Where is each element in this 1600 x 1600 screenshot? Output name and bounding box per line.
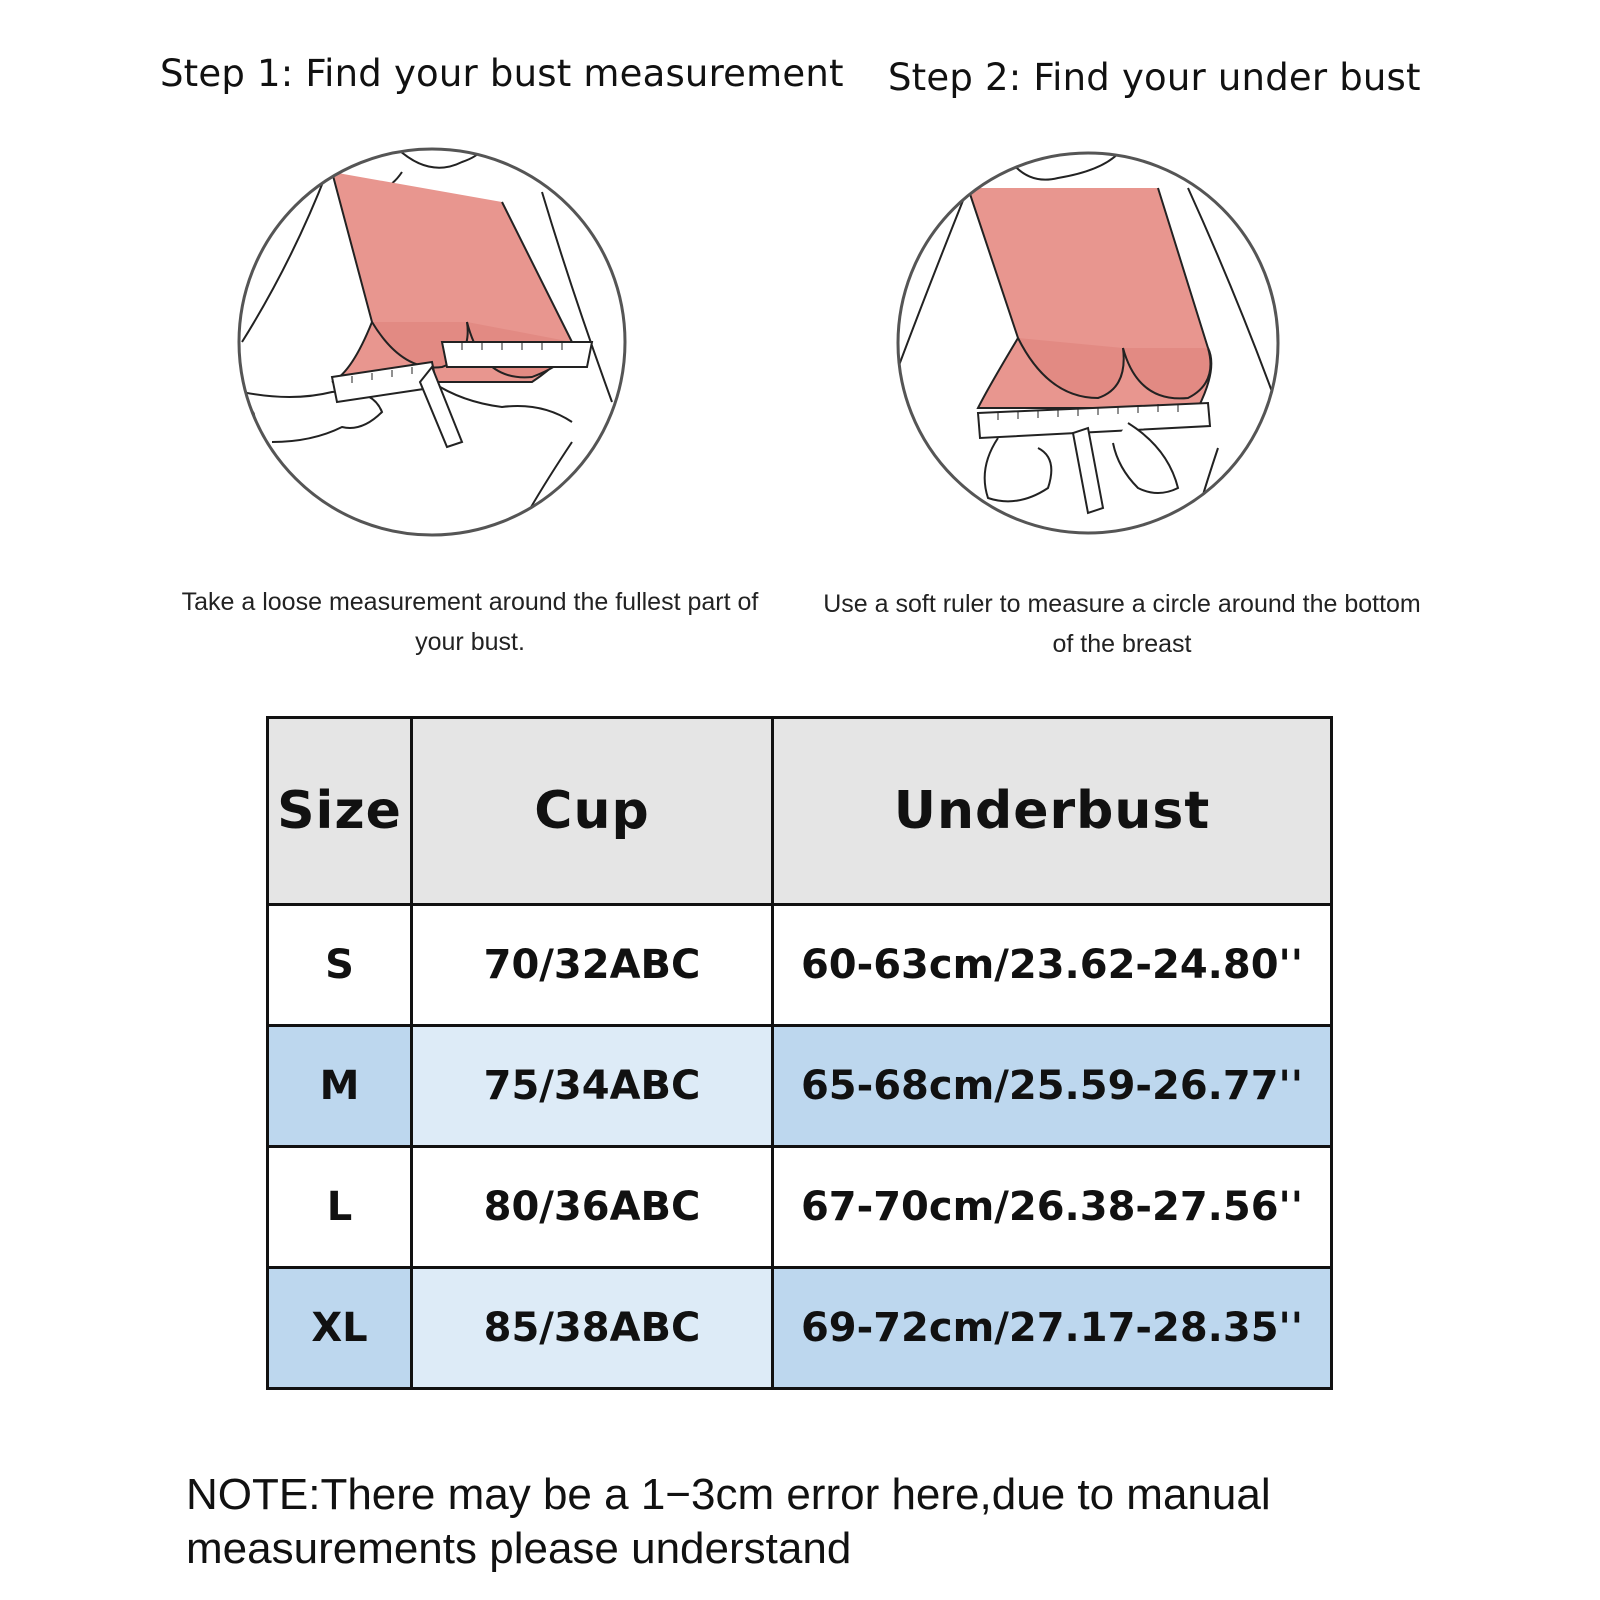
measurement-note: NOTE:There may be a 1−3cm error here,due to manual measurements please understand xyxy=(186,1470,1271,1573)
size-chart-table xyxy=(266,716,1333,1390)
cell-size: L xyxy=(268,1147,412,1268)
cell-cup: 80/36ABC xyxy=(412,1147,773,1268)
step1-title: Step 1: Find your bust measurement xyxy=(160,52,844,95)
cell-underbust: 65-68cm/25.59-26.77'' xyxy=(773,1026,1332,1147)
cell-cup: 85/38ABC xyxy=(412,1268,773,1389)
cell-size: XL xyxy=(268,1268,412,1389)
header-size: Size xyxy=(268,718,412,905)
cell-underbust: 60-63cm/23.62-24.80'' xyxy=(773,905,1332,1026)
cell-cup: 70/32ABC xyxy=(412,905,773,1026)
table-row xyxy=(268,905,1332,1026)
step2-caption: Use a soft ruler to measure a circle around the bottom of the breast xyxy=(823,590,1421,658)
cell-size: M xyxy=(268,1026,412,1147)
underbust-measurement-illustration xyxy=(888,148,1288,548)
bust-measurement-illustration xyxy=(232,142,632,542)
table-row xyxy=(268,1268,1332,1389)
cell-underbust: 69-72cm/27.17-28.35'' xyxy=(773,1268,1332,1389)
table-row xyxy=(268,1026,1332,1147)
step1-caption: Take a loose measurement around the fullest part of your bust. xyxy=(181,588,759,656)
step2-title: Step 2: Find your under bust xyxy=(888,56,1421,99)
cell-size: S xyxy=(268,905,412,1026)
table-header-row xyxy=(268,718,1332,905)
cell-cup: 75/34ABC xyxy=(412,1026,773,1147)
header-cup: Cup xyxy=(412,718,773,905)
table-row xyxy=(268,1147,1332,1268)
cell-underbust: 67-70cm/26.38-27.56'' xyxy=(773,1147,1332,1268)
header-underbust: Underbust xyxy=(773,718,1332,905)
